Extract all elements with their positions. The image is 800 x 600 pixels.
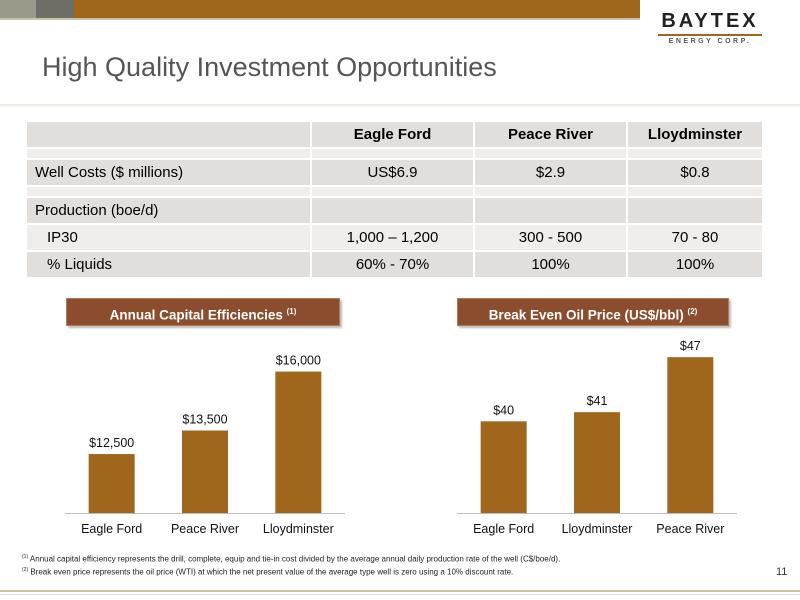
chart-title-capital-efficiency [66, 298, 340, 326]
table-cell: 300 - 500 [474, 224, 627, 251]
logo-subtitle: ENERGY CORP. [668, 38, 752, 45]
x-tick-label: Lloydminster [262, 522, 334, 536]
footnote-mark: (2) [22, 566, 29, 573]
table-row [26, 251, 763, 278]
top-bar-segment [74, 0, 640, 18]
row-label: % Liquids [26, 251, 311, 278]
logo-wordmark: BAYTEX [661, 10, 759, 32]
page-title: High Quality Investment Opportunities [42, 52, 497, 82]
data-label: $16,000 [275, 353, 321, 368]
row-label: Well Costs ($ millions) [26, 159, 311, 186]
data-label: $41 [586, 394, 608, 409]
bottom-divider [0, 590, 800, 592]
footnote [22, 565, 560, 578]
table-header-row [26, 121, 763, 148]
table-row [26, 159, 763, 186]
chart-title-text: Annual Capital Efficiencies [109, 307, 283, 323]
table-cell: 60% - 70% [311, 251, 474, 278]
table-cell: $0.8 [627, 159, 763, 186]
capital-efficiency-chart [60, 330, 350, 545]
table-cell: 100% [474, 251, 627, 278]
footnote-mark: (1) [22, 554, 29, 560]
top-divider [0, 18, 640, 20]
table-header-cell [26, 121, 311, 148]
table-cell: 100% [627, 251, 763, 278]
top-bar [0, 0, 640, 18]
table-cell: 1,000 – 1,200 [311, 224, 474, 251]
top-bar-segment [36, 0, 74, 18]
logo-rule [658, 34, 762, 36]
page-number: 11 [776, 566, 788, 578]
chart-title-break-even [457, 298, 729, 326]
footnotes [22, 552, 560, 577]
table-header-cell: Lloydminster [627, 121, 763, 148]
table-cell: 70 - 80 [627, 224, 763, 251]
table-spacer-row [26, 186, 763, 197]
chart-title-text: Break Even Oil Price (US$/bbl) [488, 307, 684, 323]
table-cell [311, 197, 474, 224]
comparison-table [25, 120, 764, 279]
data-label: $13,500 [182, 412, 228, 427]
x-tick-label: Peace River [656, 522, 725, 536]
bar [89, 454, 135, 513]
x-tick-label: Eagle Ford [473, 522, 535, 536]
data-label: $47 [679, 339, 701, 354]
footnote-ref: (1) [286, 307, 297, 316]
table-spacer-row [26, 148, 763, 159]
break-even-chart [452, 330, 742, 545]
bottom-divider [0, 594, 800, 595]
table-row [26, 224, 763, 251]
bar [574, 412, 620, 513]
bar [667, 357, 713, 513]
row-label: IP30 [26, 224, 311, 251]
bar [182, 431, 228, 514]
row-label: Production (boe/d) [26, 197, 311, 224]
bar [275, 372, 321, 513]
baytex-logo [648, 10, 772, 60]
table-cell [474, 197, 627, 224]
table-header-cell: Eagle Ford [311, 121, 474, 148]
title-divider [0, 104, 800, 108]
table-row [26, 197, 763, 224]
table-cell [627, 197, 763, 224]
footnote-ref: (2) [687, 307, 698, 316]
table-cell: $2.9 [474, 159, 627, 186]
footnote-text: Annual capital efficiency represents the drill, complete, equip and tie-in cost divided by the average annual daily production rate of the well (C$/boe/d). [28, 554, 561, 564]
data-label: $12,500 [89, 436, 135, 451]
bar [481, 421, 527, 513]
table-header-cell: Peace River [474, 121, 627, 148]
top-bar-segment [0, 0, 36, 18]
x-tick-label: Peace River [170, 522, 240, 536]
x-tick-label: Lloydminster [561, 522, 633, 536]
table-cell: US$6.9 [311, 159, 474, 186]
x-tick-label: Eagle Ford [81, 522, 143, 536]
footnote [22, 552, 560, 565]
footnote-text: Break even price represents the oil price (WTI) at which the net present value of the average type well is zero using a 10% discount rate. [28, 567, 514, 577]
data-label: $40 [493, 403, 515, 418]
